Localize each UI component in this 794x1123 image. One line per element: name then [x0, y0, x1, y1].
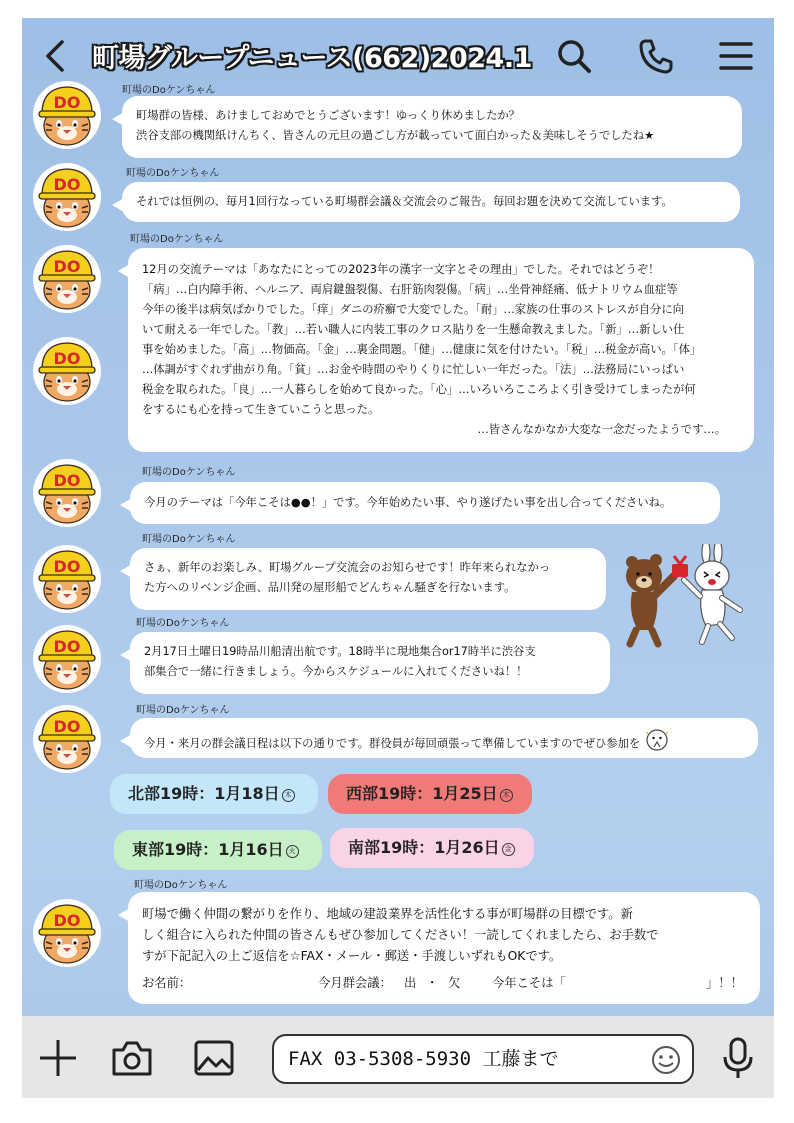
tiger-helmet-icon	[32, 544, 102, 614]
menu-icon[interactable]	[716, 36, 756, 76]
message-bubble	[128, 248, 754, 452]
schedule-west: 西部19時：1月25日 木	[328, 774, 532, 814]
avatar	[32, 80, 102, 150]
smiley-icon[interactable]	[650, 1044, 682, 1076]
schedule-east: 東部19時：1月16日 火	[114, 830, 322, 870]
avatar	[32, 458, 102, 528]
microphone-icon[interactable]	[716, 1036, 760, 1080]
message-bubble	[130, 718, 758, 758]
tiger-helmet-icon	[32, 336, 102, 406]
message-line: さぁ、新年のお楽しみ、町場グループ交流会のお知らせです！昨年来られなかっ	[144, 561, 551, 574]
tiger-helmet-icon	[32, 80, 102, 150]
message-line: 2月17日土曜日19時品川船清出航です。18時半に現地集合or17時半に渋谷支	[144, 645, 536, 658]
bear-bunny-sticker	[622, 544, 748, 652]
avatar	[32, 162, 102, 232]
resolution-end: 」！！	[706, 976, 743, 990]
back-arrow-icon[interactable]	[36, 36, 76, 76]
praying-ghost-icon	[644, 728, 670, 754]
sender-name: 町場のDoケンちゃん	[136, 705, 230, 716]
message-line: 12月の交流テーマは「あなたにとっての2023年の漢字一文字とその理由」でした。それではどうぞ！	[142, 263, 660, 276]
sender-name: 町場のDoケンちゃん	[136, 618, 230, 629]
sender-name: 町場のDoケンちゃん	[142, 534, 236, 545]
message-input[interactable]	[272, 1034, 694, 1084]
message-line: 「病」…白内障手術、ヘルニア、両肩鍵盤裂傷、右肝筋肉裂傷。「病」…坐骨神経痛、低ナトリウム血症等	[142, 283, 678, 296]
avatar	[32, 244, 102, 314]
message-line: すが下記記入の上ご返信を☆FAX・メール・郵送・手渡しいずれもOKです。	[142, 949, 562, 963]
avatar	[32, 336, 102, 406]
message-bubble	[130, 548, 606, 610]
image-icon[interactable]	[192, 1036, 236, 1080]
sender-name: 町場のDoケンちゃん	[126, 168, 220, 179]
message-line: 今年の後半は病気ばかりでした。「痒」ダニの疥癬で大変でした。「耐」…家族の仕事のストレスが自分に向	[142, 303, 684, 316]
tiger-helmet-icon	[32, 898, 102, 968]
message-line: 事を始めました。「高」…物価高。「金」…裏金問題。「健」…健康に気を付けたい。「税」…税金が高い。「体」	[142, 343, 702, 356]
input-bar	[22, 1016, 774, 1098]
message-bubble	[130, 632, 610, 694]
helmet-label: DO	[53, 93, 81, 112]
message-closing: …皆さんなかなか大変な一念だったようです…。	[477, 423, 726, 436]
tiger-helmet-icon	[32, 624, 102, 694]
plus-icon[interactable]	[36, 1036, 80, 1080]
helmet-label: DO	[53, 349, 81, 368]
helmet-label: DO	[53, 637, 81, 656]
phone-icon[interactable]	[636, 36, 676, 76]
absent-option: 欠	[448, 976, 461, 990]
message-line: それでは恒例の、毎月1回行なっている町場群会議＆交流会のご報告。毎回お題を決めて交流しています。	[136, 195, 673, 208]
tiger-helmet-icon	[32, 704, 102, 774]
message-line: 税金を取られた。「良」…一人暮らしを始めて良かった。「心」…いろいろこころよく引き受けてしまったが何	[142, 383, 696, 396]
sender-name: 町場のDoケンちゃん	[122, 85, 216, 96]
weekday-badge: 金	[502, 843, 515, 856]
message-bubble	[122, 96, 742, 158]
helmet-label: DO	[53, 557, 81, 576]
fax-text: FAX 03-5308-5930 工藤まで	[288, 1048, 559, 1070]
message-line: をするにも心を持って生きていこうと思った。	[142, 403, 380, 416]
message-line: …体調がすぐれず曲がり角。「貧」…お金や時間のやりくりに忙しい一年だった。「法」…法務局にいっぱい	[142, 363, 685, 376]
message-line: 今月のテーマは「今年こそは●●！」です。今年始めたい事、やり遂げたい事を出し合ってくださいね。	[144, 496, 672, 509]
reply-form-row: お名前： 今月群会議： 出 ・ 欠 今年こそは「 」！！	[142, 973, 746, 997]
sender-name: 町場のDoケンちゃん	[130, 234, 224, 245]
search-icon[interactable]	[554, 36, 594, 76]
avatar	[32, 544, 102, 614]
helmet-label: DO	[53, 175, 81, 194]
avatar	[32, 704, 102, 774]
helmet-label: DO	[53, 471, 81, 490]
avatar	[32, 624, 102, 694]
sender-name: 町場のDoケンちゃん	[142, 467, 236, 478]
helmet-label: DO	[53, 717, 81, 736]
avatar	[32, 898, 102, 968]
tiger-helmet-icon	[32, 458, 102, 528]
message-bubble	[128, 892, 760, 1004]
message-line: 今月・来月の群会議日程は以下の通りです。群役員が毎回頑張って準備していますのでぜひ参加を	[144, 737, 641, 750]
helmet-label: DO	[53, 911, 81, 930]
schedule-north: 北部19時：1月18日 木	[110, 774, 318, 814]
weekday-badge: 火	[286, 845, 299, 858]
message-line: いて耐える一年でした。「教」…若い職人に内装工事のクロス貼りを一生懸命教えました。「新」…新しい仕	[142, 323, 685, 336]
page-title: 町場グループニュース(662)2024.1	[92, 43, 532, 74]
tiger-helmet-icon	[32, 244, 102, 314]
helmet-label: DO	[53, 257, 81, 276]
schedule-south: 南部19時：1月26日 金	[330, 828, 534, 868]
weekday-badge: 木	[282, 789, 295, 802]
message-line: 町場で働く仲間の繋がりを作り、地域の建設業界を活性化する事が町場群の目標です。新	[142, 907, 633, 921]
message-bubble	[130, 482, 720, 524]
name-label: お名前：	[142, 976, 192, 990]
camera-icon[interactable]	[110, 1036, 154, 1080]
message-bubble	[122, 182, 740, 222]
message-line: しく組合に入られた仲間の皆さんもぜひ参加してください！一読してくれましたら、お手数で	[142, 928, 659, 942]
tiger-helmet-icon	[32, 162, 102, 232]
attend-option: 出	[404, 976, 417, 990]
message-line: 渋谷支部の機関紙けんちく、皆さんの元旦の過ごし方が載っていて面白かった＆美味しそうでしたね★	[136, 129, 655, 142]
resolution-label: 今年こそは「	[492, 976, 566, 990]
message-line: 部集合で一緒に行きましょう。今からスケジュールに入れてくださいね！！	[144, 665, 528, 678]
chat-screen	[22, 18, 774, 1098]
weekday-badge: 木	[500, 789, 513, 802]
sender-name: 町場のDoケンちゃん	[134, 880, 228, 891]
meeting-label: 今月群会議：	[318, 976, 392, 990]
message-line: 町場群の皆様、あけましておめでとうございます！ゆっくり休めましたか？	[136, 109, 520, 122]
message-line: た方へのリベンジ企画、品川発の屋形船でどんちゃん騒ぎを行ないます。	[144, 581, 516, 594]
